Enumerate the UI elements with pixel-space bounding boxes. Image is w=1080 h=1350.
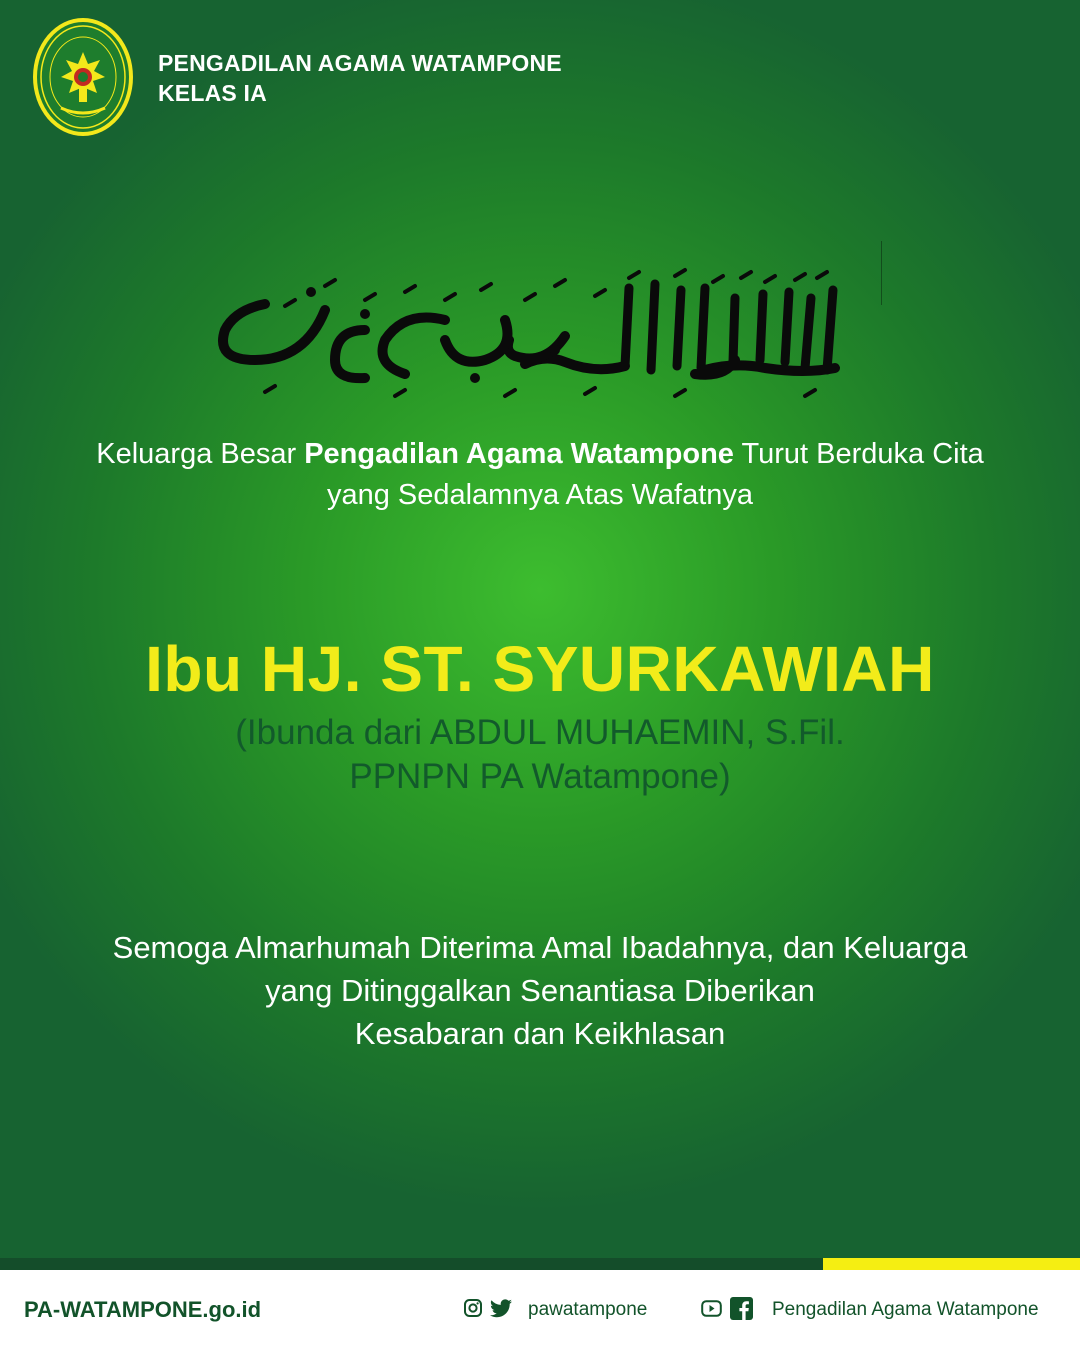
intro-org: Pengadilan Agama Watampone	[304, 438, 734, 470]
arabic-calligraphy-icon	[215, 250, 865, 400]
deceased-name: Ibu HJ. ST. SYURKAWIAH	[145, 633, 935, 705]
court-logo-icon	[31, 16, 135, 138]
intro-line2: yang Sedalamnya Atas Wafatnya	[326, 479, 754, 511]
channel-name[interactable]: Pengadilan Agama Watampone	[772, 1299, 1039, 1320]
footer	[0, 1270, 1080, 1350]
deceased-relation	[0, 711, 1080, 799]
intro-suffix: Turut Berduka Cita	[733, 438, 984, 470]
prayer-line2: yang Ditinggalkan Senantiasa Diberikan	[265, 973, 815, 1008]
facebook-icon[interactable]	[730, 1297, 753, 1320]
social-handle[interactable]: pawatampone	[528, 1299, 648, 1320]
relation-line2: PPNPN PA Watampone)	[349, 757, 731, 796]
prayer-text	[0, 926, 1080, 1055]
instagram-icon[interactable]	[463, 1298, 483, 1318]
twitter-icon[interactable]	[489, 1299, 513, 1319]
relation-line1: (Ibunda dari ABDUL MUHAEMIN, S.Fil.	[235, 713, 845, 752]
youtube-icon[interactable]	[701, 1300, 722, 1317]
org-name: PENGADILAN AGAMA WATAMPONE	[158, 50, 562, 76]
org-class: KELAS IA	[158, 80, 267, 106]
website-link[interactable]: PA-WATAMPONE.go.id	[24, 1297, 262, 1322]
divider	[881, 241, 882, 305]
footer-accent-band	[823, 1258, 1080, 1270]
intro-prefix: Keluarga Besar	[96, 438, 305, 470]
prayer-line3: Kesabaran dan Keikhlasan	[354, 1016, 726, 1051]
prayer-line1: Semoga Almarhumah Diterima Amal Ibadahnya, dan Keluarga	[112, 930, 968, 965]
intro-text	[0, 434, 1080, 516]
